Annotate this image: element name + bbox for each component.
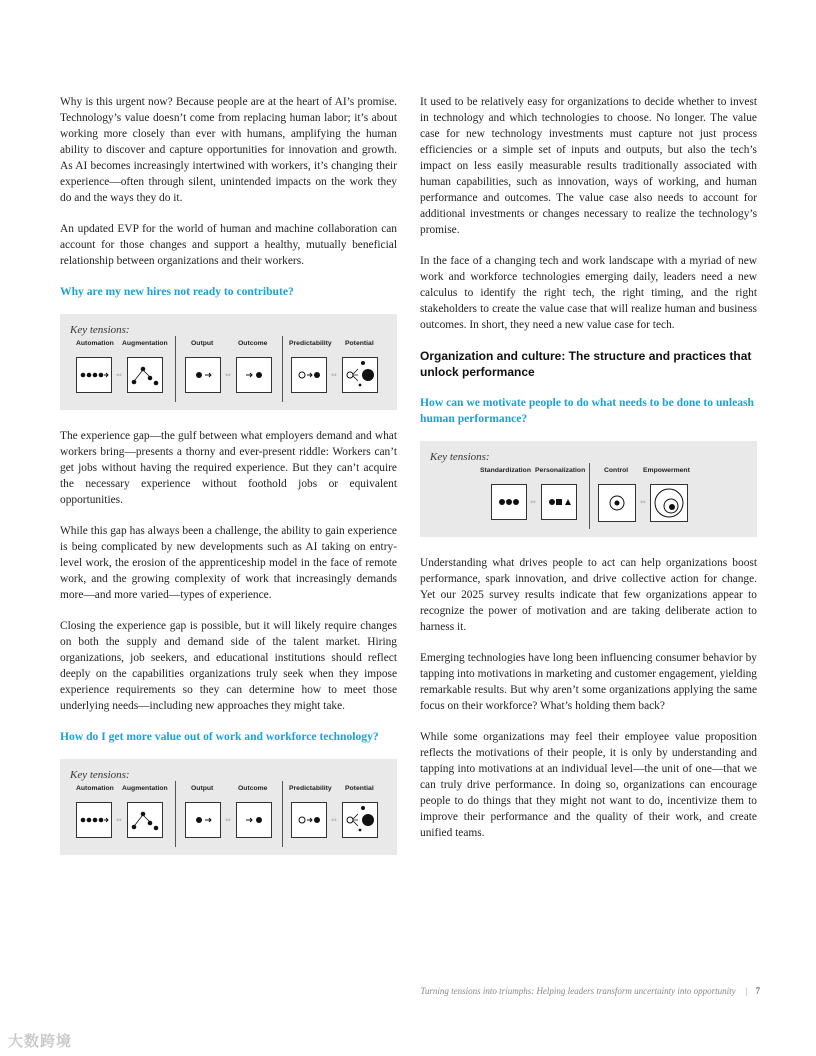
automation-icon (76, 357, 112, 393)
key-tensions-box (60, 314, 397, 410)
divider (175, 336, 176, 402)
tension-label-predictability: Predictability (289, 785, 332, 792)
paragraph: While some organizations may feel their employee value proposition reflects the motivations of their people, it is only by understanding and tapping into motivations at an individual level—the unit of one—that we can truly drive performance. In doing so, organizations can encourage people to do things that they might not want to do, incentivize them to improve their performance and the quality of their work, and create unified teams. (420, 731, 757, 839)
augmentation-icon (127, 357, 163, 393)
paragraph: An updated EVP for the world of human and machine collaboration can account for those changes and support a healthy, mutually beneficial relationship between organizations and their workers. (60, 223, 397, 267)
personalization-icon (541, 484, 577, 520)
tension-label-augmentation: Augmentation (122, 785, 168, 792)
question-heading: Why are my new hires not ready to contribute? (60, 285, 294, 298)
tension-label-augmentation: Augmentation (122, 340, 168, 347)
double-arrow-icon: ⇔ (331, 816, 337, 824)
divider (282, 781, 283, 847)
predictability-icon (291, 357, 327, 393)
key-tensions-box (60, 759, 397, 855)
double-arrow-icon: ⇔ (116, 371, 122, 379)
paragraph: Why is this urgent now? Because people are at the heart of AI’s promise. Technology’s value doesn’t come from replacing human labor; it’s about working more closely than ever with humans, amplifying the human ability to discover and capture opportunities for innovation and growth. As AI becomes increasingly intertwined with workers, it’s changing their experience—often through silent, unintended impacts on the work they do and the ways they do it. (60, 96, 397, 204)
outcome-icon (236, 802, 272, 838)
tension-label-output: Output (191, 340, 214, 347)
divider (282, 336, 283, 402)
section-heading: Organization and culture: The structure and practices that unlock performance (420, 349, 752, 379)
automation-icon (76, 802, 112, 838)
double-arrow-icon: ⇔ (640, 498, 646, 506)
key-tensions-title: Key tensions: (430, 451, 490, 463)
tension-label-outcome: Outcome (238, 340, 268, 347)
page-number: 7 (755, 986, 760, 996)
paragraph: Understanding what drives people to act can help organizations boost performance, spark innovation, and drive collective action for change. Yet our 2025 survey results indicate that few organizations appear to recognize the power of motivation and are taking deliberate action to harness it. (420, 557, 757, 633)
double-arrow-icon: ⇔ (116, 816, 122, 824)
control-icon (598, 484, 636, 522)
right-column (420, 94, 757, 856)
tension-label-outcome: Outcome (238, 785, 268, 792)
paragraph: The experience gap—the gulf between what employers demand and what workers bring—presents a thorny and ever-present riddle: Workers can’t get jobs without having the required experience. But they can’t acquire the necessary experience without foothold jobs or equivalent opportunities. (60, 430, 397, 506)
paragraph: Emerging technologies have long been influencing consumer behavior by tapping into motivations in marketing and customer engagement, yielding remarkable results. But why aren’t some organizations applying the same focus on their workforce? What’s holding them back? (420, 652, 757, 712)
paragraph: Closing the experience gap is possible, but it will likely require changes on both the supply and demand side of the talent market. Hiring organizations, job seekers, and educational institutions should reflect deeply on the capabilities organizations truly seek when they impose experience requirements so they can determine how to meet those underlying needs—including new approaches they might take. (60, 620, 397, 712)
divider (589, 463, 590, 529)
paragraph: In the face of a changing tech and work landscape with a myriad of new work and workforce technologies emerging daily, leaders need a new calculus to identify the right tech, the right timing, and the right stakeholders to create the value case that will realize human and business outcomes. In short, they need a new value case for tech. (420, 255, 757, 331)
output-icon (185, 802, 221, 838)
potential-icon (342, 802, 378, 838)
tension-label-predictability: Predictability (289, 340, 332, 347)
key-tensions-title: Key tensions: (70, 324, 130, 336)
watermark-logo: 大数跨境 (8, 1032, 73, 1050)
double-arrow-icon: ⇔ (331, 371, 337, 379)
question-heading: How do I get more value out of work and workforce technology? (60, 730, 379, 743)
augmentation-icon (127, 802, 163, 838)
double-arrow-icon: ⇔ (530, 498, 536, 506)
footer-title: Turning tensions into triumphs: Helping leaders transform uncertainty into opportunity (420, 986, 736, 996)
key-tensions-title: Key tensions: (70, 769, 130, 781)
tension-label-automation: Automation (76, 785, 114, 792)
key-tensions-box (420, 441, 757, 537)
tension-label-standardization: Standardization (480, 467, 531, 474)
empowerment-icon (650, 484, 688, 522)
question-heading: How can we motivate people to do what needs to be done to unleash human performance? (420, 396, 754, 425)
tension-label-potential: Potential (345, 785, 374, 792)
tension-label-output: Output (191, 785, 214, 792)
page-footer (0, 986, 760, 996)
tension-label-potential: Potential (345, 340, 374, 347)
left-column (60, 94, 397, 873)
tension-label-automation: Automation (76, 340, 114, 347)
tension-label-empowerment: Empowerment (643, 467, 690, 474)
potential-icon (342, 357, 378, 393)
footer-separator: | (745, 986, 748, 996)
double-arrow-icon: ⇔ (225, 816, 231, 824)
predictability-icon (291, 802, 327, 838)
outcome-icon (236, 357, 272, 393)
divider (175, 781, 176, 847)
standardization-icon (491, 484, 527, 520)
tension-label-control: Control (604, 467, 629, 474)
paragraph: While this gap has always been a challenge, the ability to gain experience is being complicated by new developments such as AI taking on entry-level work, the erosion of the apprenticeship model in the face of remote work, and the growing complexity of work that increasingly demands more—and more varied—types of experience. (60, 525, 397, 601)
tension-label-personalization: Personalization (535, 467, 586, 474)
output-icon (185, 357, 221, 393)
paragraph: It used to be relatively easy for organizations to decide whether to invest in technology and which technologies to choose. No longer. The value case for new technology investments must capture not just process efficiencies or a simple set of inputs and outputs, but also the tech’s impact on less easily measurable results traditionally associated with human capabilities, such as innovation, ways of working, and human performance and outcomes. The value case also needs to account for additional investments or changes necessary to realize the technology’s promise. (420, 96, 757, 236)
double-arrow-icon: ⇔ (225, 371, 231, 379)
